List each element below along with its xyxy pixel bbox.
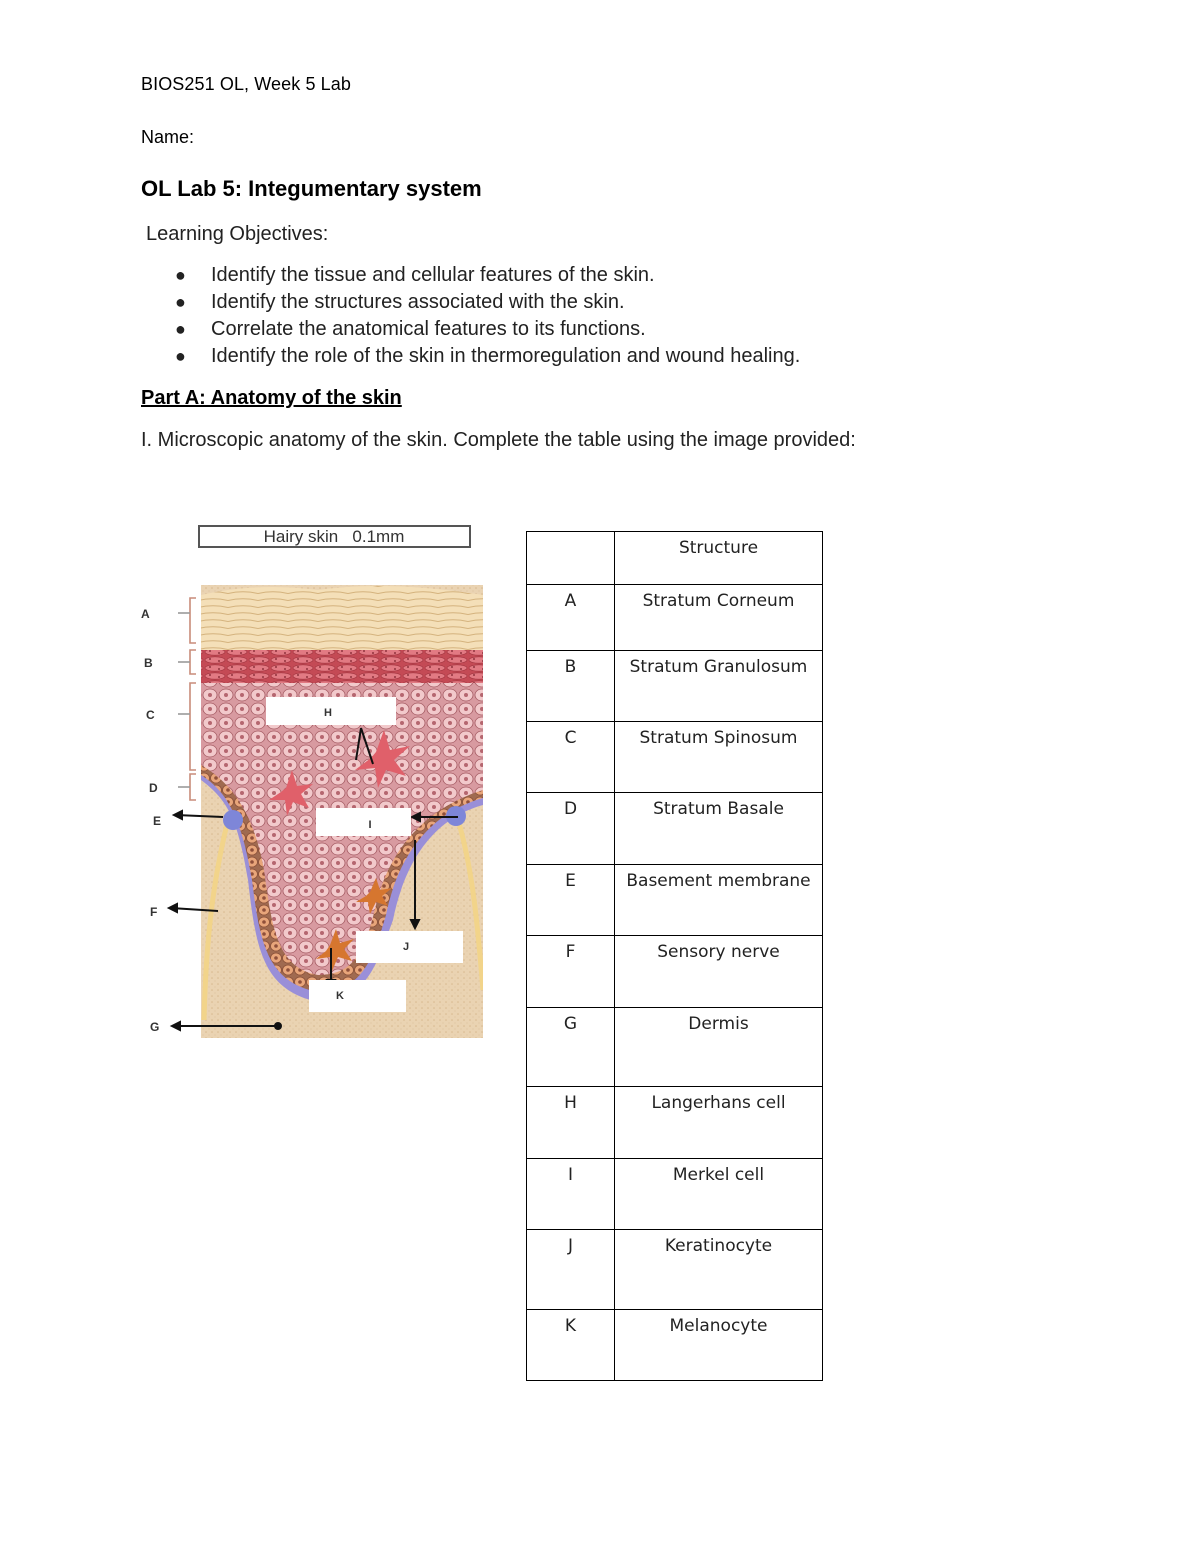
structure-table: [526, 531, 823, 1381]
figure-label-d: D: [149, 781, 158, 795]
granulosum-layer: [201, 647, 483, 683]
objective-text: Identify the structures associated with the skin.: [211, 291, 625, 313]
row-structure[interactable]: Dermis: [615, 1008, 823, 1087]
figure-label-a: A: [141, 607, 150, 621]
page-title: OL Lab 5: Integumentary system: [141, 176, 482, 201]
figure-label-j: J: [402, 941, 410, 953]
table-row: [527, 1310, 823, 1381]
corneum-layer: [201, 586, 483, 650]
table-row: [527, 585, 823, 651]
objective-item: [170, 316, 800, 343]
objective-item: [170, 289, 800, 316]
row-structure[interactable]: Keratinocyte: [615, 1230, 823, 1310]
bullet-icon: ●: [175, 265, 186, 285]
table-row: [527, 1008, 823, 1087]
layer-brackets: [178, 598, 196, 800]
bullet-icon: ●: [175, 292, 186, 312]
figure-title: Hairy skin 0.1mm: [263, 527, 405, 546]
row-structure[interactable]: Stratum Corneum: [615, 585, 823, 651]
objective-text: Correlate the anatomical features to its functions.: [211, 318, 646, 340]
row-structure[interactable]: Stratum Basale: [615, 793, 823, 865]
figure-label-h: H: [324, 707, 332, 719]
row-structure[interactable]: Merkel cell: [615, 1159, 823, 1230]
figure-label-f: F: [150, 905, 158, 919]
table-row: [527, 793, 823, 865]
table-row: [527, 722, 823, 793]
objective-item: [170, 262, 800, 289]
bullet-icon: ●: [175, 319, 186, 339]
part-a-heading: Part A: Anatomy of the skin: [141, 387, 402, 409]
objective-item: [170, 343, 800, 370]
objectives-list: [170, 262, 800, 370]
row-structure[interactable]: Stratum Spinosum: [615, 722, 823, 793]
objective-text: Identify the role of the skin in thermoregulation and wound healing.: [211, 345, 801, 367]
row-letter: B: [527, 651, 615, 722]
row-letter: C: [527, 722, 615, 793]
row-structure[interactable]: Sensory nerve: [615, 936, 823, 1008]
row-structure[interactable]: Stratum Granulosum: [615, 651, 823, 722]
row-structure[interactable]: Basement membrane: [615, 865, 823, 936]
table-row: [527, 1159, 823, 1230]
figure-label-b: B: [144, 656, 153, 670]
table-header-row: [527, 532, 823, 585]
table-row: [527, 1230, 823, 1310]
row-letter: I: [527, 1159, 615, 1230]
objectives-label: Learning Objectives:: [146, 223, 329, 245]
figure-label-k: K: [336, 990, 344, 1002]
instruction-text: I. Microscopic anatomy of the skin. Complete the table using the image provided:: [141, 429, 856, 451]
row-structure[interactable]: Melanocyte: [615, 1310, 823, 1381]
figure-label-c: C: [146, 708, 155, 722]
table-header-letter: [527, 532, 615, 585]
name-label: Name:: [141, 127, 195, 147]
bullet-icon: ●: [175, 346, 186, 366]
table-row: [527, 1087, 823, 1159]
skin-diagram: [138, 520, 488, 1045]
row-letter: H: [527, 1087, 615, 1159]
table-row: [527, 651, 823, 722]
course-header: BIOS251 OL, Week 5 Lab: [141, 74, 351, 94]
row-structure[interactable]: Langerhans cell: [615, 1087, 823, 1159]
figure-label-g: G: [150, 1020, 160, 1034]
figure-label-i: I: [368, 819, 372, 831]
table-row: [527, 865, 823, 936]
table-row: [527, 936, 823, 1008]
row-letter: D: [527, 793, 615, 865]
figure-label-e: E: [153, 814, 162, 828]
objective-text: Identify the tissue and cellular features of the skin.: [211, 264, 655, 286]
row-letter: F: [527, 936, 615, 1008]
row-letter: G: [527, 1008, 615, 1087]
merkel-cell: [223, 810, 243, 830]
row-letter: K: [527, 1310, 615, 1381]
row-letter: J: [527, 1230, 615, 1310]
table-header-structure: Structure: [615, 532, 823, 585]
row-letter: A: [527, 585, 615, 651]
row-letter: E: [527, 865, 615, 936]
